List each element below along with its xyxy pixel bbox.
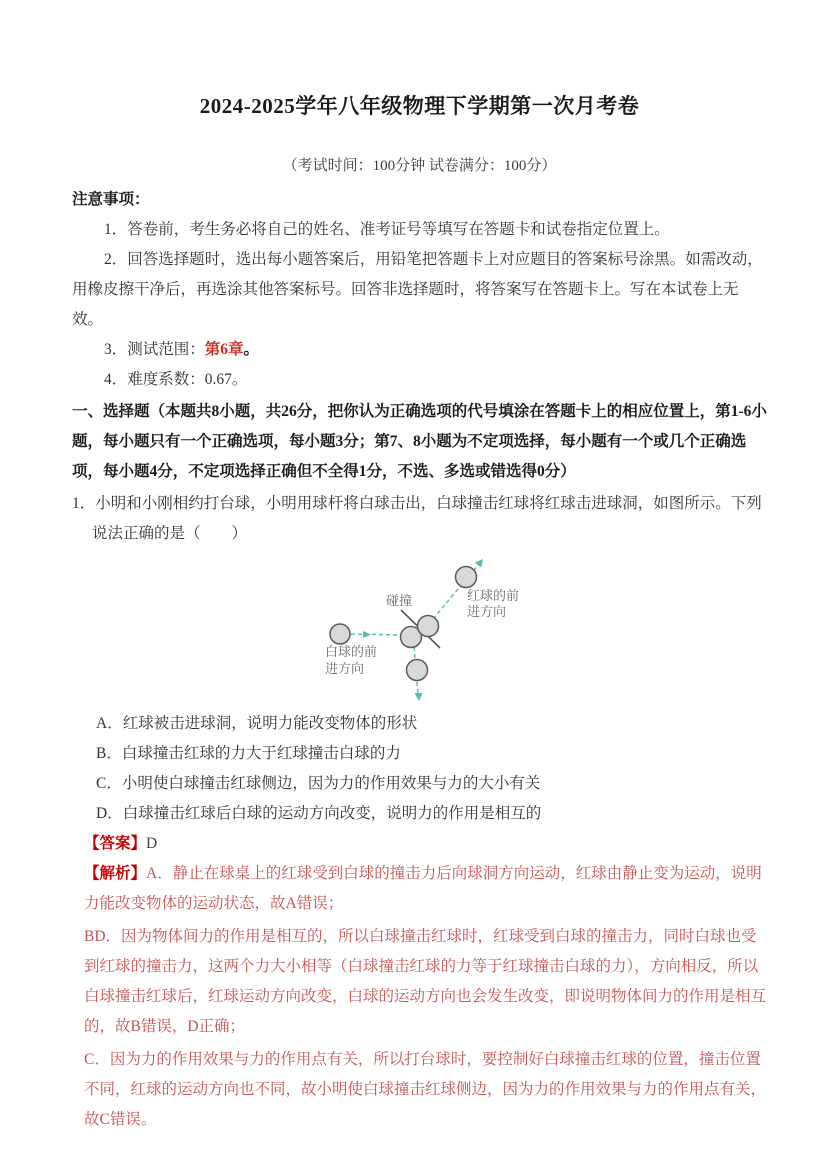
notice-item-4: 4．难度系数：0.67。 xyxy=(104,371,248,388)
analysis-paragraph-1-text: A．静止在球桌上的红球受到白球的撞击力后向球洞方向运动，红球由静止变为运动，说明力能改变物体的运动状态，故A错误； xyxy=(84,865,762,912)
red-ball-at-collision xyxy=(418,616,439,637)
white-ball-direction-dash xyxy=(351,634,400,635)
notice-item-3 xyxy=(72,335,767,365)
answer-row xyxy=(72,829,767,859)
analysis-paragraph-3: C．因为力的作用效果与力的作用点有关，所以打台球时，要控制好白球撞击红球的位置，撞击位置不同，红球的运动方向也不同，故小明使白球撞击红球侧边，因为力的作用效果与力的作用点有关，故C错误。 xyxy=(84,1051,767,1128)
white-ball-direction-label-line1: 白球的前 xyxy=(325,644,378,659)
analysis-block xyxy=(72,859,767,1135)
notice-item-3-suffix: 。 xyxy=(243,341,260,358)
answer-label: 【答案】 xyxy=(84,835,147,852)
billiards-figure xyxy=(300,553,545,705)
page-title: 2024-2025学年八年级物理下学期第一次月考卷 xyxy=(199,94,640,118)
red-ball-direction-arrow-icon xyxy=(475,559,483,568)
notice-item-1: 1．答卷前，考生务必将自己的姓名、准考证号等填写在答题卡和试卷指定位置上。 xyxy=(104,221,670,238)
red-ball-direction-label-line2: 进方向 xyxy=(467,604,507,619)
analysis-label: 【解析】 xyxy=(84,865,147,882)
option-a: A．红球被击进球洞，说明力能改变物体的形状 xyxy=(96,715,418,732)
deflected-ball-direction-arrow-icon xyxy=(415,693,423,701)
exam-subtitle: （考试时间：100分钟 试卷满分：100分） xyxy=(282,158,557,174)
white-ball-direction-arrow-icon xyxy=(363,631,371,638)
notice-item-3-prefix: 3．测试范围： xyxy=(104,341,205,358)
analysis-paragraph-1 xyxy=(84,859,767,919)
test-scope-highlight: 第6章 xyxy=(204,341,244,358)
section-heading: 一、选择题（本题共8小题，共26分，把你认为正确选项的代号填涂在答题卡上的相应位置上，第1-6小题，每小题只有一个正确选项，每小题3分；第7、8小题为不定项选择，每小题有一个或几个正确选项，每小题4分，不定项选择正确但不全得1分，不选、多选或错选得0分） xyxy=(72,403,767,480)
white-ball-start xyxy=(330,624,350,644)
red-ball-moving-away xyxy=(456,567,477,588)
notices-heading: 注意事项： xyxy=(72,191,150,208)
answer-value: D xyxy=(146,835,158,852)
option-c: C．小明使白球撞击红球侧边，因为力的作用效果与力的大小有关 xyxy=(96,775,541,792)
option-b: B．白球撞击红球的力大于红球撞击白球的力 xyxy=(96,745,401,762)
white-ball-direction-label-line2: 进方向 xyxy=(325,661,365,676)
notice-item-2: 2．回答选择题时，选出每小题答案后，用铅笔把答题卡上对应题目的答案标号涂黑。如需改动，用橡皮擦干净后，再选涂其他答案标号。回答非选择题时，将答案写在答题卡上。写在本试卷上无效。 xyxy=(72,251,763,328)
question-1-stem: 1．小明和小刚相约打台球，小明用球杆将白球击出，白球撞击红球将红球击进球洞，如图所示。下列说法正确的是（ ） xyxy=(72,495,762,542)
analysis-paragraph-2: BD．因为物体间力的作用是相互的，所以白球撞击红球时，红球受到白球的撞击力，同时白球也受到红球的撞击力，这两个力大小相等（白球撞击红球的力等于红球撞击白球的力），方向相反，所以白球撞击红球后，红球运动方向改变，白球的运动方向也会发生改变，即说明物体间力的作用是相互的，故B错误，D正确； xyxy=(84,928,767,1035)
option-d: D．白球撞击红球后白球的运动方向改变，说明力的作用是相互的 xyxy=(96,805,542,822)
white-ball-deflected xyxy=(407,660,428,681)
collision-label: 碰撞 xyxy=(386,593,413,608)
red-ball-direction-label-line1: 红球的前 xyxy=(467,588,520,603)
